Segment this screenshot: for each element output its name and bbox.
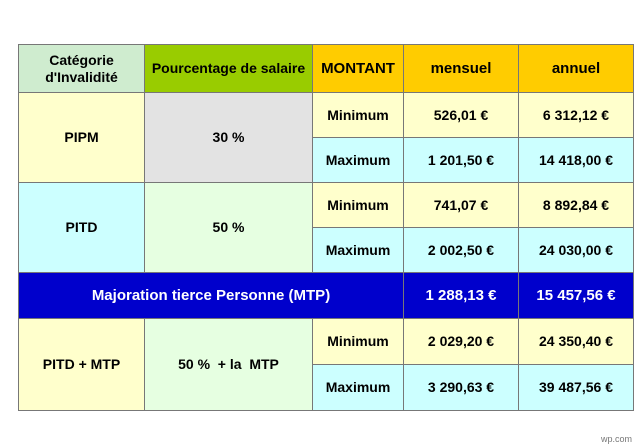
header-pourcentage: Pourcentage de salaire <box>145 45 312 92</box>
pitd-mtp-min-monthly: 2 029,20 € <box>404 319 518 364</box>
mtp-annual: 15 457,56 € <box>519 273 633 318</box>
pitd-min-monthly: 741,07 € <box>404 183 518 227</box>
pitd-min-label: Minimum <box>313 183 403 227</box>
pitd-mtp-max-annual: 39 487,56 € <box>519 365 633 410</box>
header-annuel: annuel <box>519 45 633 92</box>
pitd-mtp-max-monthly: 3 290,63 € <box>404 365 518 410</box>
pitd-mtp-max-label: Maximum <box>313 365 403 410</box>
pipm-max-monthly: 1 201,50 € <box>404 138 518 182</box>
watermark: wp.com <box>600 434 632 444</box>
mtp-label: Majoration tierce Personne (MTP) <box>19 273 403 318</box>
pitd-max-label: Maximum <box>313 228 403 272</box>
pipm-max-label: Maximum <box>313 138 403 182</box>
invalidity-pension-table <box>18 44 634 411</box>
pitd-category: PITD <box>19 183 144 272</box>
pitd-mtp-min-label: Minimum <box>313 319 403 364</box>
pipm-percent: 30 % <box>145 93 312 182</box>
pitd-mtp-min-annual: 24 350,40 € <box>519 319 633 364</box>
pitd-max-monthly: 2 002,50 € <box>404 228 518 272</box>
pipm-max-annual: 14 418,00 € <box>519 138 633 182</box>
mtp-monthly: 1 288,13 € <box>404 273 518 318</box>
pitd-mtp-percent: 50 % + la MTP <box>145 319 312 410</box>
pipm-min-label: Minimum <box>313 93 403 137</box>
pitd-percent: 50 % <box>145 183 312 272</box>
pitd-mtp-category: PITD + MTP <box>19 319 144 410</box>
pipm-min-annual: 6 312,12 € <box>519 93 633 137</box>
pitd-min-annual: 8 892,84 € <box>519 183 633 227</box>
header-categorie: Catégorie d'Invalidité <box>19 45 144 92</box>
pitd-max-annual: 24 030,00 € <box>519 228 633 272</box>
header-montant: MONTANT <box>313 45 403 92</box>
pipm-category: PIPM <box>19 93 144 182</box>
header-mensuel: mensuel <box>404 45 518 92</box>
pipm-min-monthly: 526,01 € <box>404 93 518 137</box>
